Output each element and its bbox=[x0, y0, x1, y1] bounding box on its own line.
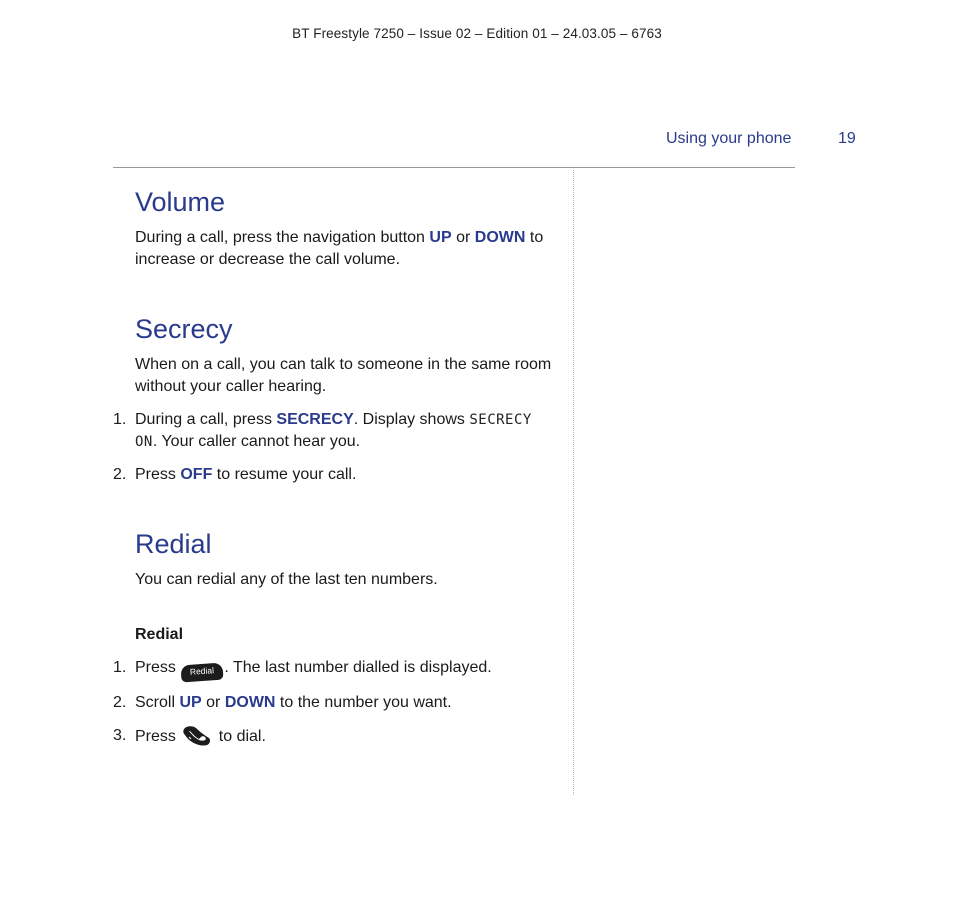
step-text: to resume your call. bbox=[212, 466, 357, 483]
redial-steps bbox=[113, 657, 553, 748]
redial-key-icon: Redial bbox=[181, 663, 224, 683]
main-content bbox=[113, 184, 553, 759]
step-text: . The last number dialled is displayed. bbox=[224, 659, 492, 676]
volume-heading: Volume bbox=[135, 187, 226, 217]
step-number: 2. bbox=[113, 466, 127, 483]
volume-text-after: to increase or decrease the call volume. bbox=[135, 229, 544, 268]
down-key-label: DOWN bbox=[224, 694, 276, 711]
redial-subheading: Redial bbox=[135, 626, 184, 643]
down-key-label: DOWN bbox=[474, 229, 526, 246]
step-number: 3. bbox=[113, 727, 127, 744]
step-text: During a call, press bbox=[135, 411, 277, 428]
step-text: Press bbox=[135, 466, 181, 483]
page-number: 19 bbox=[838, 130, 856, 147]
secrecy-step-2 bbox=[113, 464, 553, 486]
step-text: Press bbox=[135, 659, 181, 676]
redial-step-1 bbox=[113, 657, 553, 681]
volume-instructions bbox=[135, 227, 553, 271]
display-text-secrecy-on: SECRECY ON bbox=[135, 412, 532, 450]
column-divider bbox=[573, 170, 574, 795]
step-number: 1. bbox=[113, 411, 127, 428]
volume-text-before: During a call, press the navigation button bbox=[135, 229, 430, 246]
header-rule bbox=[113, 167, 795, 168]
secrecy-intro: When on a call, you can talk to someone in the same room without your caller hearing. bbox=[135, 356, 552, 395]
volume-or: or bbox=[451, 229, 475, 246]
up-key-label: UP bbox=[179, 694, 202, 711]
step-text: to the number you want. bbox=[275, 694, 452, 711]
secrecy-heading: Secrecy bbox=[135, 314, 233, 344]
off-key-label: OFF bbox=[180, 466, 213, 483]
secrecy-step-1 bbox=[113, 409, 553, 453]
step-number: 1. bbox=[113, 659, 127, 676]
redial-heading: Redial bbox=[135, 529, 212, 559]
redial-step-3 bbox=[113, 725, 553, 748]
step-text: . Display shows bbox=[353, 411, 470, 428]
talk-phone-icon bbox=[182, 725, 212, 747]
up-key-label: UP bbox=[429, 229, 452, 246]
step-text: Press bbox=[135, 728, 181, 745]
step-number: 2. bbox=[113, 694, 127, 711]
secrecy-key-label: SECRECY bbox=[276, 411, 354, 428]
step-text: to dial. bbox=[214, 728, 266, 745]
document-info-header: BT Freestyle 7250 – Issue 02 – Edition 01 – 24.03.05 – 6763 bbox=[292, 26, 662, 41]
step-text: Scroll bbox=[135, 694, 180, 711]
redial-intro: You can redial any of the last ten numbers. bbox=[135, 571, 438, 588]
step-text: or bbox=[201, 694, 225, 711]
secrecy-steps bbox=[113, 409, 553, 486]
running-head-section: Using your phone bbox=[666, 130, 792, 147]
step-text: . Your caller cannot hear you. bbox=[152, 433, 361, 450]
redial-step-2 bbox=[113, 692, 553, 714]
